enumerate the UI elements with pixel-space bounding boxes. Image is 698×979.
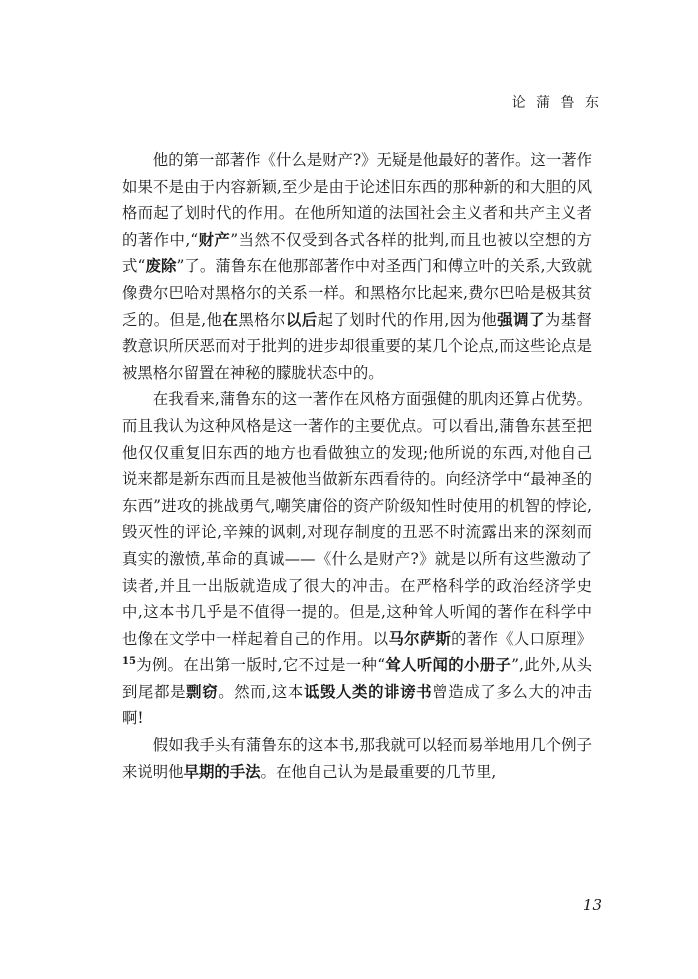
page-number: 13 [582,896,602,914]
emphasized-text: 在 [222,310,239,329]
paragraph-1 [122,147,592,386]
emphasized-text: 剽窃 [186,682,219,701]
emphasized-text: 马尔萨斯 [388,629,452,648]
text-run: ”,此外,从头到尾都是 [122,656,592,701]
text-run: 黑格尔 [238,310,286,329]
footnote-marker: 15 [122,656,136,668]
emphasized-text: 废除 [145,257,177,276]
text-run: 假如我手头有蒲鲁东的这本书,那我就可以轻而易举地用几个例子来说明他 [122,736,592,781]
text-run: 。然而,这本 [218,682,304,701]
emphasized-text: 诋毁人类的诽谤书 [303,682,433,701]
emphasized-text: 财产 [198,230,231,249]
emphasized-text: 强调了 [497,310,545,329]
paragraph-3 [122,732,592,785]
text-run: ”当然不仅受到各式各样的批判,而且也被以空想的方式“ [122,230,592,276]
text-run: 。在他自己认为是最重要的几节里, [260,762,497,781]
text-run: 在我看来,蒲鲁东的这一著作在风格方面强健的肌肉还算占优势。而且我认为这种风格是这一著作的主要优点。可以看出,蒲鲁东甚至把他仅仅重复旧东西的地方也看做独立的发现;他所说的东西,对他自己说来都是新东西而且是被他当做新东西看待的。向经济学中“最神圣的东西”进攻的挑战勇气,嘲笑庸俗的资产阶级知性时使用的机智的悖论,毁灭性的评论,辛辣的讽刺,对现存制度的丑恶不时流露出来的深刻而真实的激愤,革命的真诚——《什么是财产?》就是以所有这些激动了读者,并且一出版就造成了很大的冲击。在严格科学的政治经济学史中,这本书几乎是不值得一提的。但是,这种耸人听闻的著作在科学中也像在文学中一样起着自己的作用。以 [122,390,592,648]
text-run: 为基督教意识所厌恶而对于批判的进步却很重要的某几个论点,而这些论点是被黑格尔留置在神秘的朦胧状态中的。 [122,310,592,382]
text-run: 为例。在出第一版时,它不过是一种“ [135,656,386,675]
running-header: 论 蒲 鲁 东 [511,95,602,111]
text-run: ”了。蒲鲁东在他那部著作中对圣西门和傅立叶的关系,大致就像费尔巴哈对黑格尔的关系一样。和黑格尔比起来,费尔巴哈是极其贫乏的。但是,他 [122,257,592,329]
paragraph-2 [122,386,592,732]
text-run: 起了划时代的作用,因为他 [317,310,498,329]
emphasized-text: 以后 [285,310,318,329]
emphasized-text: 耸人听闻的小册子 [385,656,512,675]
emphasized-text: 早期的手法 [183,762,261,781]
body-text [122,147,592,785]
text-run: 曾造成了多么大的冲击啊! [122,682,592,728]
text-run: 的著作《人口原理》 [451,629,592,648]
text-run: 他的第一部著作《什么是财产?》无疑是他最好的著作。这一著作如果不是由于内容新颖,至少是由于论述旧东西的那种新的和大胆的风格而起了划时代的作用。在他所知道的法国社会主义者和共产主义者的著作中,“ [122,151,592,249]
